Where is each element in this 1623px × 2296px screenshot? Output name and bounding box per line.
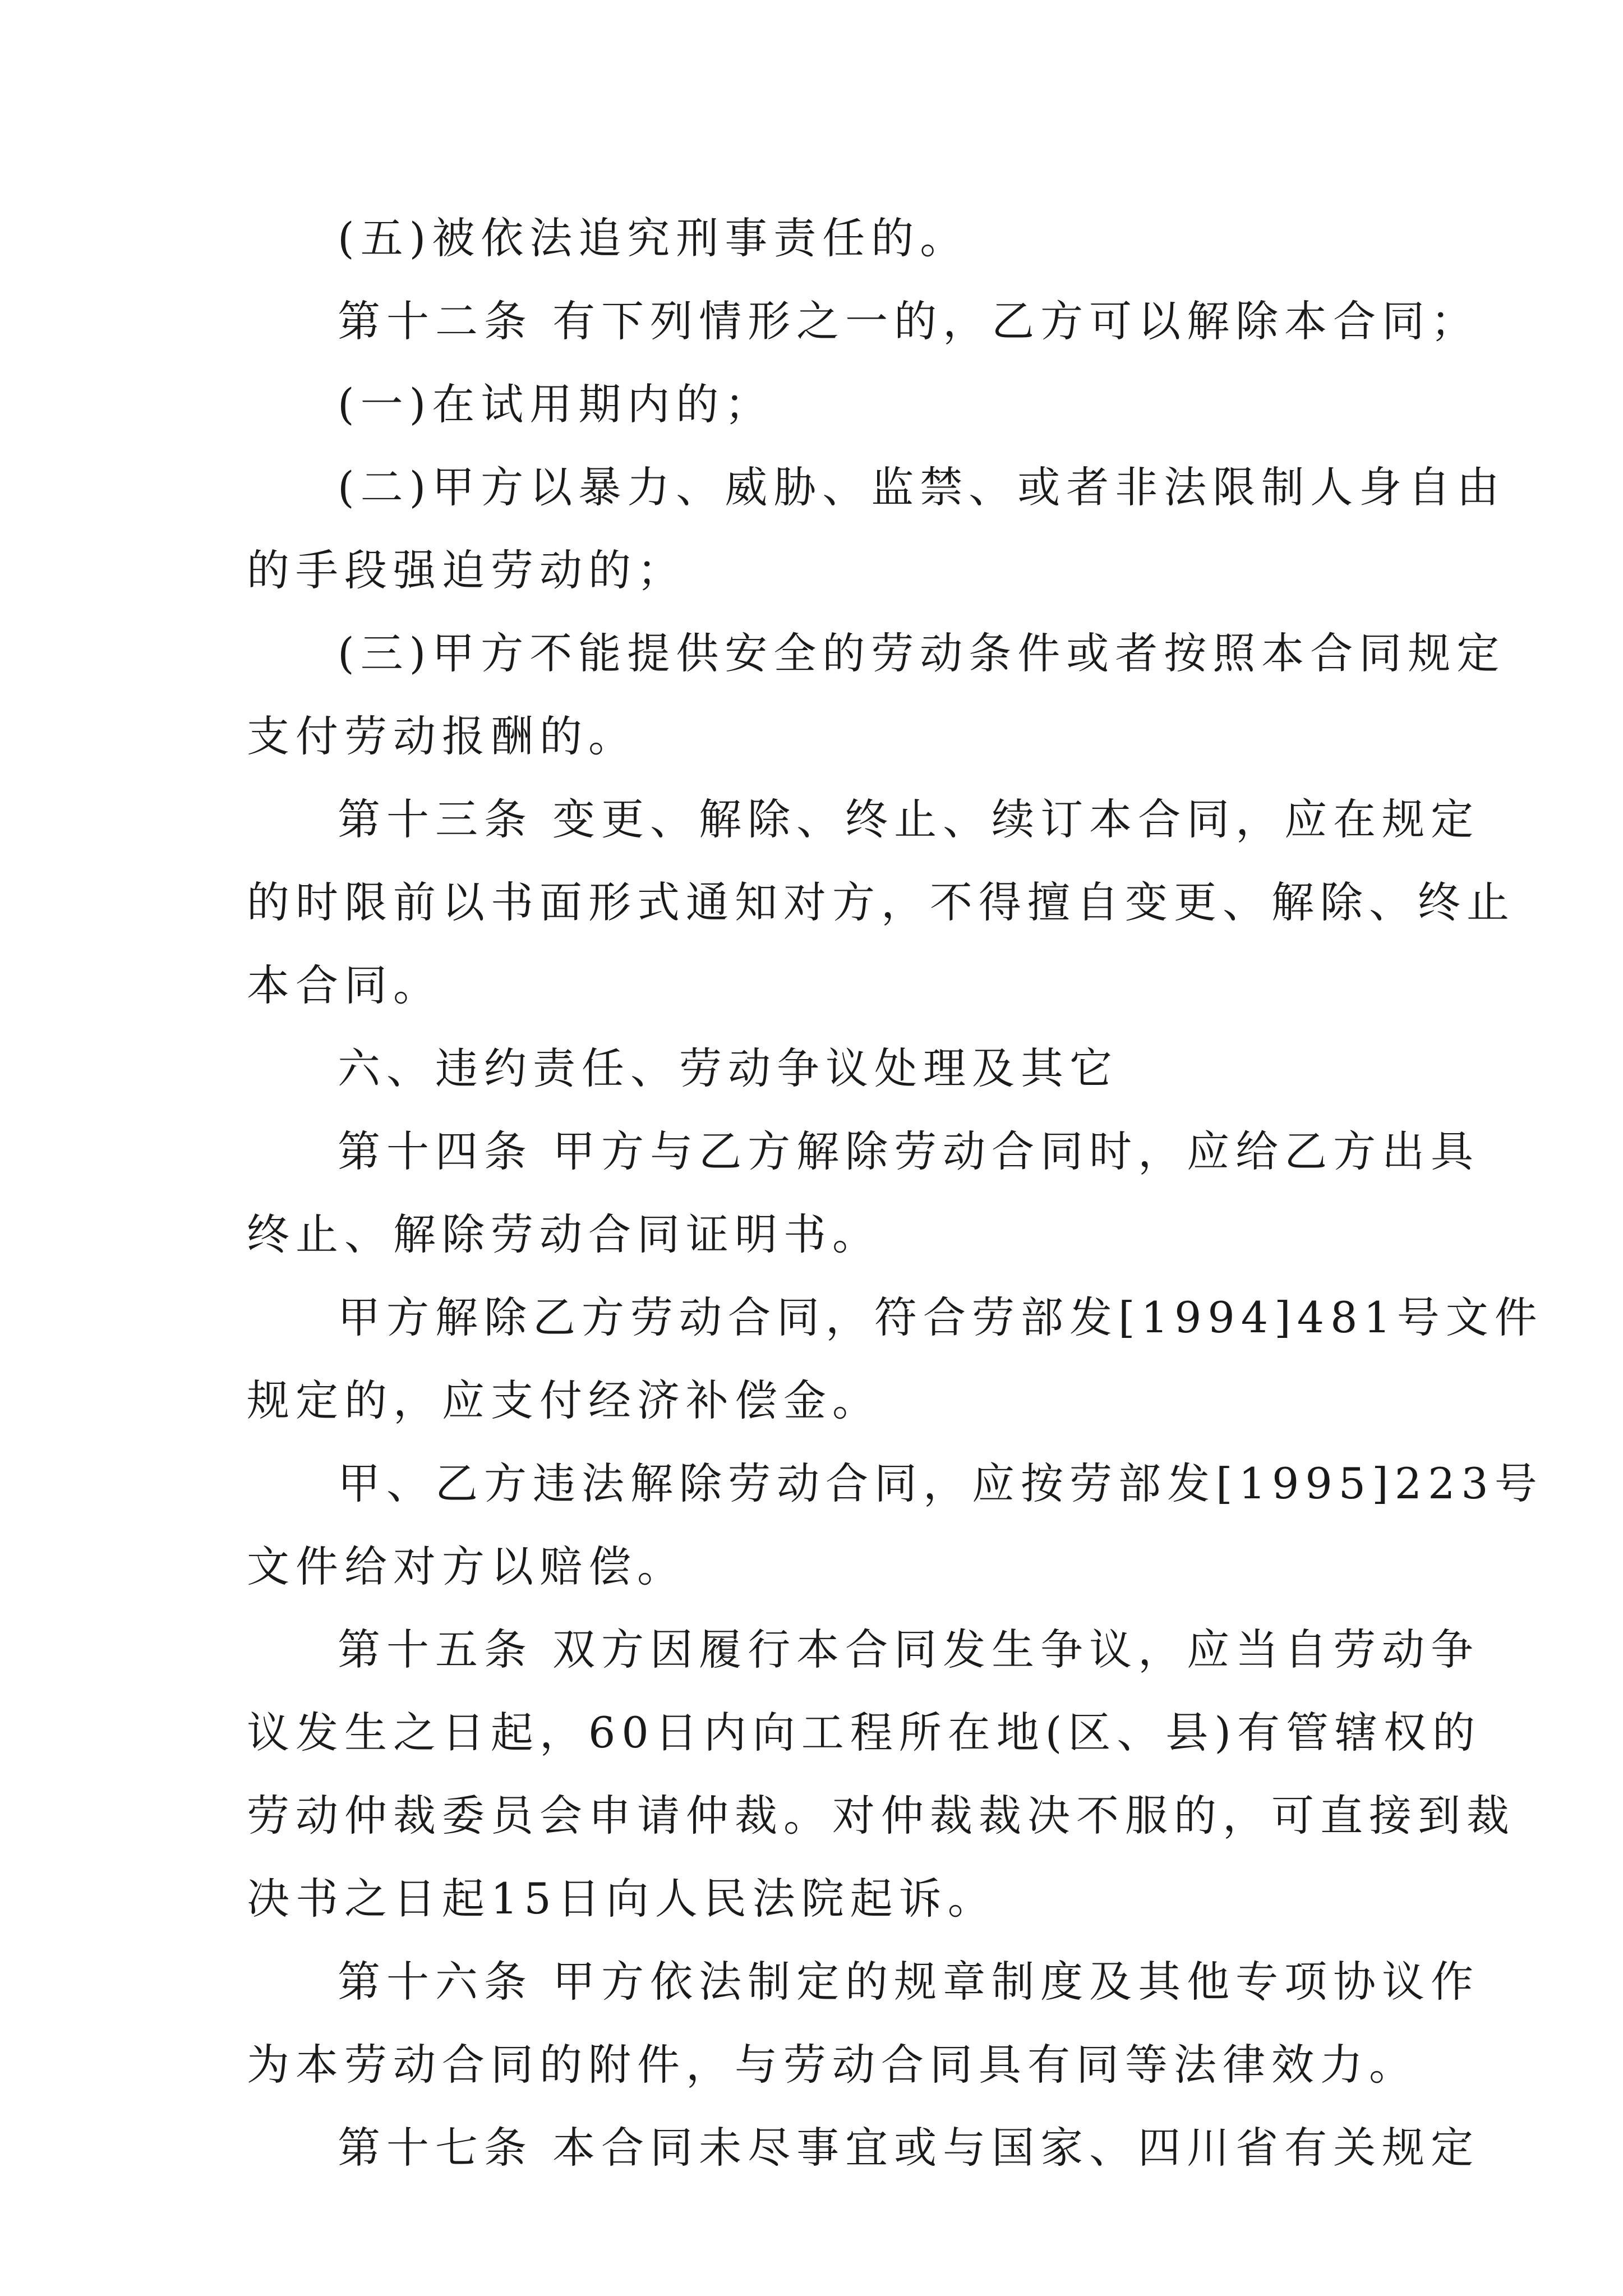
article-13-heading: 第十三条 变更、解除、终止、续订本合同，应在规定 <box>338 794 1480 844</box>
text-line: 甲方解除乙方劳动合同，符合劳部发[1994]481号文件 <box>338 1292 1543 1342</box>
text-line: (一)在试用期内的； <box>338 379 774 429</box>
document-body <box>247 205 1543 2197</box>
text-line: 规定的，应支付经济补偿金。 <box>247 1375 881 1425</box>
text-line: 的手段强迫劳动的； <box>247 545 686 595</box>
text-line: 本合同。 <box>247 960 442 1010</box>
text-line: (五)被依法追究刑事责任的。 <box>338 213 969 263</box>
text-line: 终止、解除劳动合同证明书。 <box>247 1209 881 1259</box>
text-line: 甲、乙方违法解除劳动合同，应按劳部发[1995]223号 <box>338 1458 1543 1508</box>
text-line: 的时限前以书面形式通知对方，不得擅自变更、解除、终止 <box>247 877 1515 927</box>
article-16-heading: 第十六条 甲方依法制定的规章制度及其他专项协议作 <box>338 1957 1480 2007</box>
article-15-heading: 第十五条 双方因履行本合同发生争议，应当自劳动争 <box>338 1625 1480 1674</box>
section-heading: 六、违约责任、劳动争议处理及其它 <box>338 1043 1118 1093</box>
text-line: 为本劳动合同的附件，与劳动合同具有同等法律效力。 <box>247 2040 1418 2090</box>
article-12-heading: 第十二条 有下列情形之一的，乙方可以解除本合同； <box>338 296 1480 346</box>
text-line: 决书之日起15日向人民法院起诉。 <box>247 1874 997 1924</box>
text-line: 议发生之日起，60日内向工程所在地(区、县)有管辖权的 <box>247 1708 1482 1757</box>
text-line: (三)甲方不能提供安全的劳动条件或者按照本合同规定 <box>338 628 1506 678</box>
article-14-heading: 第十四条 甲方与乙方解除劳动合同时，应给乙方出具 <box>338 1126 1480 1176</box>
text-line: (二)甲方以暴力、威胁、监禁、或者非法限制人身自由 <box>338 462 1506 512</box>
text-line: 劳动仲裁委员会申请仲裁。对仲裁裁决不服的，可直接到裁 <box>247 1791 1515 1841</box>
article-17-heading: 第十七条 本合同未尽事宜或与国家、四川省有关规定 <box>338 2123 1480 2173</box>
text-line: 文件给对方以赔偿。 <box>247 1542 686 1591</box>
text-line: 支付劳动报酬的。 <box>247 711 637 761</box>
